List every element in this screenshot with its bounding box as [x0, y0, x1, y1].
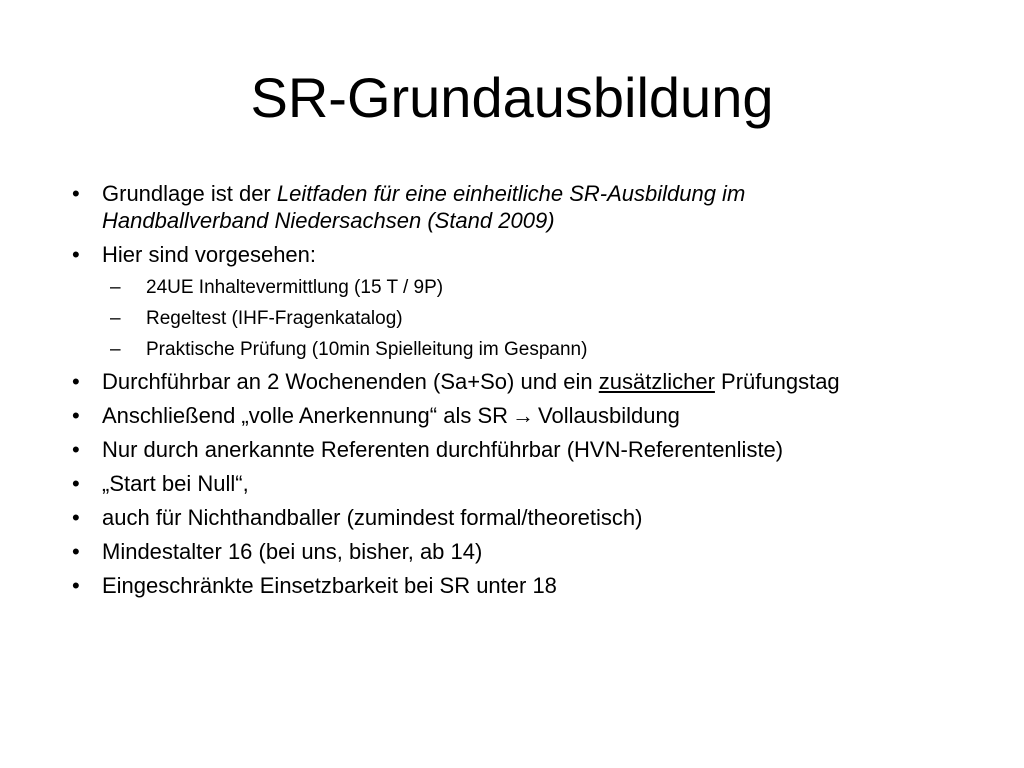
- dash-icon: –: [110, 339, 121, 360]
- list-item-text: Nur durch anerkannte Referenten durchführbar (HVN-Referentenliste): [102, 437, 784, 462]
- sub-list-item-text: Regeltest (IHF-Fragenkatalog): [146, 308, 403, 329]
- list-item: [72, 572, 972, 599]
- list-item: [72, 504, 972, 531]
- list-item-text: Hier sind vorgesehen:: [102, 242, 317, 267]
- dash-icon: –: [110, 308, 121, 329]
- list-item-text: Anschließend „volle Anerkennung“ als SR: [102, 403, 509, 428]
- list-item-text: Durchführbar an 2 Wochenenden (Sa+So) und ein: [102, 369, 599, 394]
- bullet-icon: •: [72, 539, 80, 564]
- list-item-italic-text: Handballverband Niedersachsen (Stand 2009): [102, 208, 555, 233]
- sub-list-item: [72, 337, 972, 362]
- bullet-icon: •: [72, 369, 80, 394]
- sub-list-item-text: Praktische Prüfung (10min Spielleitung im Gespann): [146, 339, 588, 360]
- list-item-text: Prüfungstag: [714, 369, 840, 394]
- list-item-text: Grundlage ist der: [102, 181, 277, 206]
- list-item: [72, 241, 972, 268]
- bullet-icon: •: [72, 505, 80, 530]
- bullet-icon: •: [72, 181, 80, 206]
- list-item-text: Mindestalter 16 (bei uns, bisher, ab 14): [102, 539, 483, 564]
- list-item-text: „Start bei Null“,: [102, 471, 249, 496]
- list-item-text: Vollausbildung: [538, 403, 680, 428]
- bullet-icon: •: [72, 471, 80, 496]
- list-item-line: [102, 180, 972, 207]
- bullet-icon: •: [72, 403, 80, 428]
- list-item: [72, 436, 972, 463]
- dash-icon: –: [110, 277, 121, 298]
- list-item: [72, 538, 972, 565]
- bullet-icon: •: [72, 573, 80, 598]
- arrow-right-icon: →: [512, 403, 535, 428]
- list-item-text: auch für Nichthandballer (zumindest formal/theoretisch): [102, 505, 643, 530]
- bullet-icon: •: [72, 242, 80, 267]
- list-item-underlined-text: zusätzlicher: [598, 369, 715, 394]
- bullet-list: [72, 180, 972, 606]
- sub-list-item: [72, 275, 972, 300]
- slide-title: SR-Grundausbildung: [250, 66, 774, 129]
- bullet-icon: •: [72, 437, 80, 462]
- list-item: [72, 402, 972, 429]
- sub-list-item-text: 24UE Inhaltevermittlung (15 T / 9P): [146, 277, 444, 298]
- list-item: [72, 470, 972, 497]
- list-item-italic-text: Leitfaden für eine einheitliche SR-Ausbildung im: [276, 181, 746, 206]
- list-item: [72, 180, 972, 234]
- list-item: [72, 368, 972, 395]
- list-item-text: Eingeschränkte Einsetzbarkeit bei SR unter 18: [102, 573, 557, 598]
- sub-list-item: [72, 306, 972, 331]
